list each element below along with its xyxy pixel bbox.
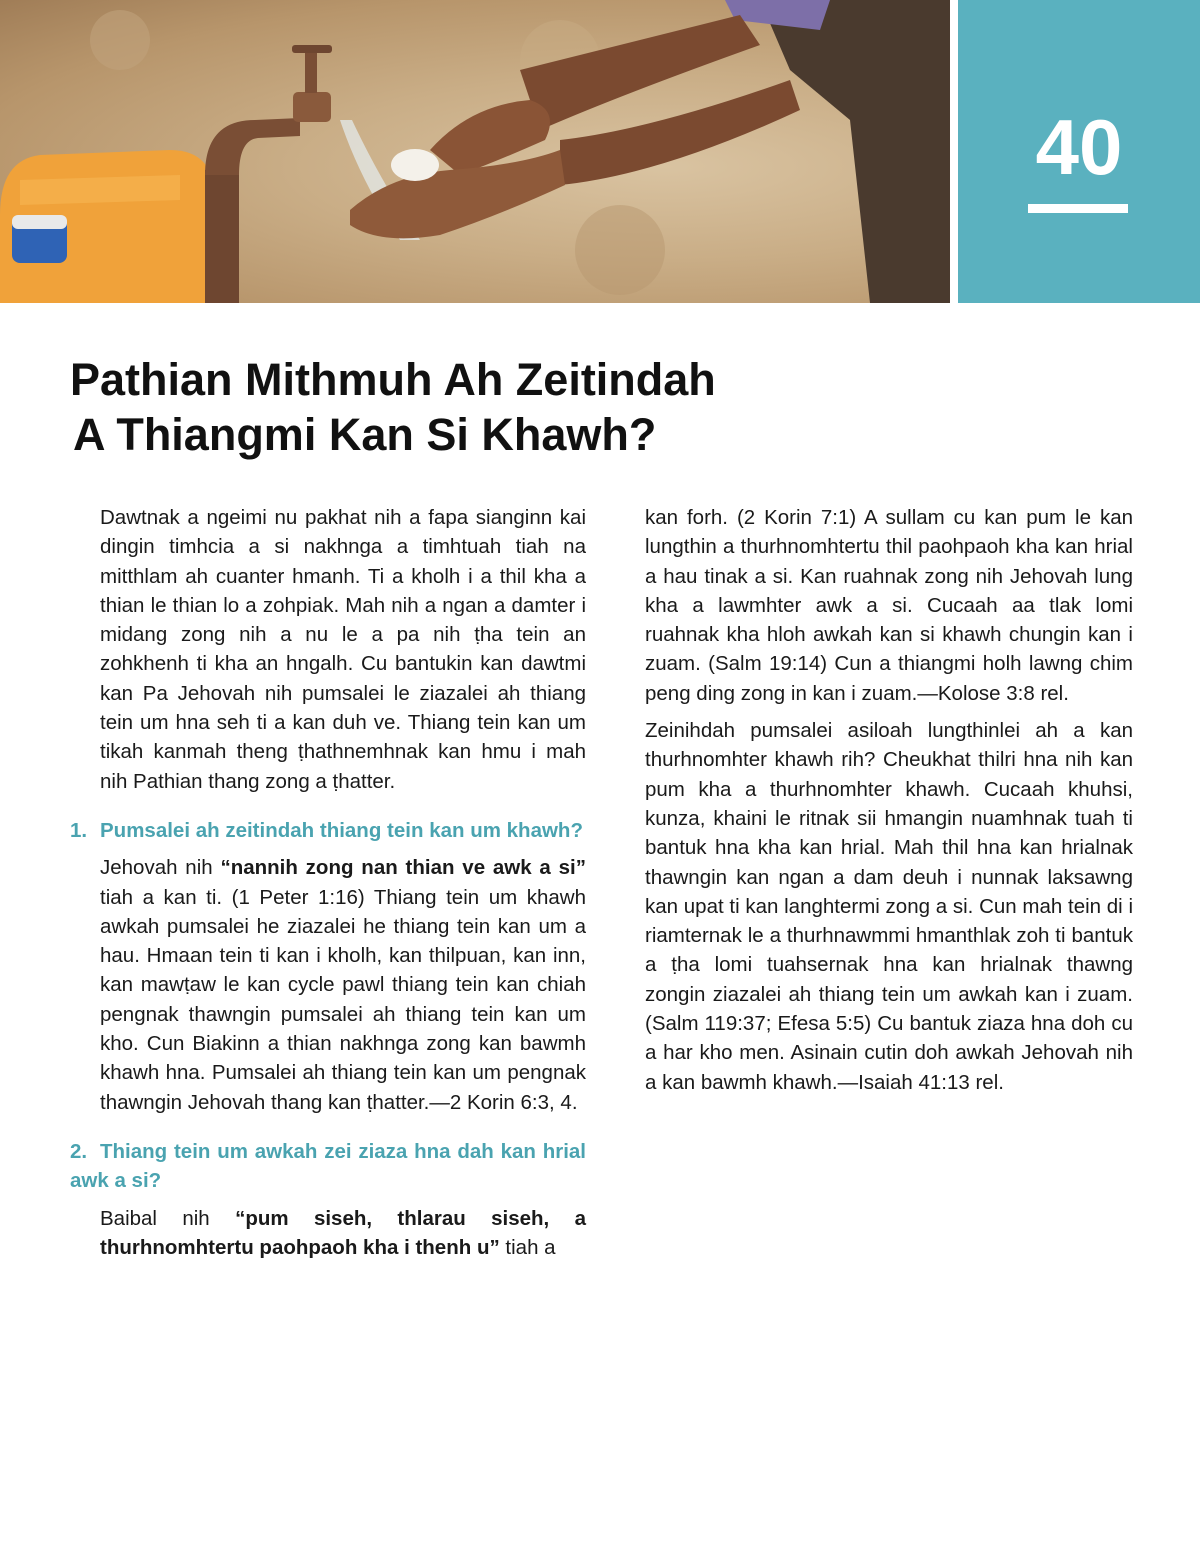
question-1-text: Pumsalei ah zeitindah thiang tein kan um khawh? (100, 818, 583, 842)
answer-1-text-a: Jehovah nih (100, 856, 221, 880)
title-line-1: Pathian Mithmuh Ah Zeitindah (70, 354, 716, 405)
answer-1-quote: “nannih zong nan thian ve awk a si” (220, 856, 586, 880)
answer-2-quote: “pum siseh, thlarau siseh, a thurhnomhtertu paohpaoh kha i thenh u” (100, 1206, 586, 1259)
answer-2-text-a: Baibal nih (100, 1206, 236, 1230)
hero-illustration (0, 0, 950, 303)
right-column (645, 503, 1133, 1105)
question-1-heading (70, 816, 586, 845)
answer-2-paragraph (100, 1204, 586, 1263)
answer-1-paragraph (100, 853, 586, 1117)
lesson-number-underline (1028, 204, 1128, 213)
question-2-number: 2. (70, 1139, 88, 1163)
answer-2-text-b: tiah a (499, 1235, 556, 1259)
question-2-text: Thiang tein um awkah zei ziaza hna dah kan hrial awk a si? (70, 1139, 586, 1193)
lesson-number-badge (958, 0, 1200, 303)
page-title (70, 352, 970, 462)
answer-1-text-b: tiah a kan ti. (1 Peter 1:16) Thiang tein um khawh awkah pumsalei he ziazalei he thiang tein kan um a hau. Hmaan tein ti kan i kholh, kan thilpuan, kan inn, kan mawṭaw le kan cycle pawl thiang tein kan chiah pengnak thawngin pumsalei ah thiang tein kan um kho. Cun Biakinn a thian nakhnga zong kan bawmh khawh hna. Pumsalei ah thiang tein kan um pengnak thawngin Jehovah thang kan ṭhatter.—2 Korin 6:3, 4. (100, 885, 586, 1114)
left-column (70, 503, 586, 1270)
intro-paragraph: Dawtnak a ngeimi nu pakhat nih a fapa sianginn kai dingin timhcia a si nakhnga a timhtuah tiah na mitthlam ah cuanter hmanh. Ti a kholh i a thil kha a thian le thian lo a zohpiak. Mah nih a ngan a damter i midang zong nih a nu le a pa nih ṭha tein an zohkhenh ti kha an hngalh. Cu bantukin kan dawtmi kan Pa Jehovah nih pumsalei le ziazalei ah thiang tein um hna seh ti a kan duh ve. Thiang tein kan um tikah kanmah theng ṭhathnemhnak kan hmu i mah nih Pathian thang zong a ṭhatter. (100, 506, 586, 793)
lesson-number: 40 (1035, 103, 1123, 191)
hero-photo-handwashing (0, 0, 950, 303)
question-1-number: 1. (70, 818, 88, 842)
question-2-heading (70, 1137, 586, 1196)
answer-2-continued: kan forh. (2 Korin 7:1) A sullam cu kan pum le kan lungthin a thurhnomhtertu thil paohpaoh kha kan hrial a hau tinak a si. Kan ruahnak zong nih Jehovah lung kha a lawmhter awk a si. Cucaah aa tlak lomi ruahnak kha hloh awkah kan si khawh chungin kan i zuam. (Salm 19:14) Cun a thiangmi holh lawng chim peng ding zong in kan i zuam.—Kolose 3:8 rel. (645, 506, 1133, 705)
answer-2-paragraph-3: Zeinihdah pumsalei asiloah lungthinlei ah a kan thurhnomhter khawh rih? Cheukhat thilri hna nih kan pum kha a thurhnomhter khawh. Cucaah khuhsi, kunza, khaini le ritnak sii hmangin nuamhnak tuah ti bantuk hna kha kan hrial. Mah thil hna kan hrialnak thawngin kan ngan a dam deuh i nunnak laksawng kan upat ti kan langhtermi zong a si. Cun mah tein di i riamternak le a thurhnawmmi hmanthlak zoh ti bantuk a ṭha lomi tuahsernak hna kan hrialnak thawng zongin ziazalei ah thiang tein um awkah kan i zuam. (Salm 119:37; Efesa 5:5) Cu bantuk ziaza hna doh cu a har kho men. Asinain cutin doh awkah Jehovah nih a kan bawmh khawh.—Isaiah 41:13 rel. (645, 719, 1133, 1094)
title-line-2: A Thiangmi Kan Si Khawh? (73, 409, 657, 460)
